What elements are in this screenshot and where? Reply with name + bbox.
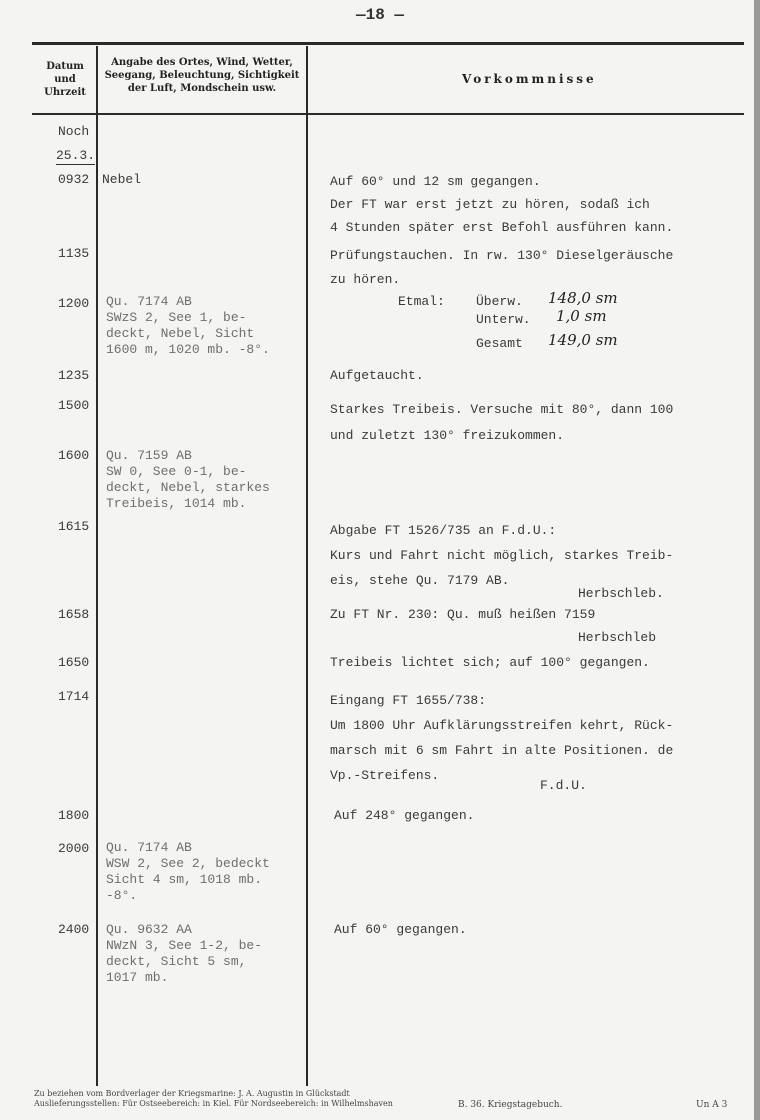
event-entry: Treibeis lichtet sich; auf 100° gegangen. (330, 655, 650, 670)
event-signature: Herbschleb. (578, 586, 664, 601)
time-entry: 2000 (58, 841, 90, 856)
event-entry: Auf 60° und 12 sm gegangen. Der FT war erst jetzt zu hören, sodaß ich 4 Stunden später erst Befohl ausführen kann. (330, 174, 674, 235)
header-top-rule (32, 42, 744, 45)
footer-code: Un A 3 (696, 1100, 728, 1110)
event-entry: Aufgetaucht. (330, 368, 424, 383)
time-entry: 1650 (58, 655, 90, 670)
etmal-value-unterw: 1,0 sm (556, 307, 607, 325)
time-entry: 1135 (58, 246, 90, 261)
event-entry: Prüfungstauchen. In rw. 130° Dieselgeräusche zu hören. (330, 248, 674, 287)
column-rule-1 (96, 46, 98, 1086)
time-entry: 1714 (58, 689, 90, 704)
footer-publisher: Zu beziehen vom Bordverlager der Kriegsmarine: J. A. Augustin in Glückstadt Auslieferungsstellen: Für Ostseebereich: in Kiel. Für Nordseebereich: in Wilhelmshaven (34, 1089, 393, 1108)
time-entry: 1615 (58, 519, 90, 534)
etmal-value-gesamt: 149,0 sm (548, 331, 618, 349)
time-entry: 1200 (58, 296, 90, 311)
time-entry: 2400 (58, 922, 90, 937)
event-entry: Auf 60° gegangen. (334, 922, 467, 937)
condition-entry: Qu. 9632 AA NWzN 3, See 1-2, be- deckt, Sicht 5 sm, 1017 mb. (106, 922, 263, 985)
date-day: 25.3. (56, 148, 96, 163)
page-number: —18 — (355, 6, 404, 24)
etmal-label-ueberw: Überw. (476, 294, 523, 309)
header-datum: Datum und Uhrzeit (44, 61, 86, 98)
header-ort: Angabe des Ortes, Wind, Wetter, Seegang, Beleuchtung, Sichtigkeit der Luft, Mondschein usw. (104, 57, 300, 94)
condition-entry: Qu. 7159 AB SW 0, See 0-1, be- deckt, Nebel, starkes Treibeis, 1014 mb. (106, 448, 270, 511)
time-entry: 1500 (58, 398, 90, 413)
time-entry: 1800 (58, 808, 90, 823)
event-signature: F.d.U. (540, 778, 587, 793)
header-vorkommnisse: Vorkommnisse (462, 72, 597, 86)
header-bottom-rule (32, 113, 744, 115)
event-entry: Auf 248° gegangen. (334, 808, 475, 823)
page-edge (754, 0, 760, 1120)
date-noch: Noch (58, 124, 90, 139)
event-entry: Eingang FT 1655/738: Um 1800 Uhr Aufklärungsstreifen kehrt, Rück- marsch mit 6 sm Fahrt in alte Positionen. de Vp.-Streifens. (330, 693, 674, 783)
etmal-value-ueberw: 148,0 sm (548, 289, 618, 307)
time-entry: 0932 (58, 172, 90, 187)
event-signature: Herbschleb (578, 630, 657, 645)
event-entry: Zu FT Nr. 230: Qu. muß heißen 7159 (330, 607, 596, 622)
etmal-label: Etmal: (398, 294, 445, 309)
time-entry: 1600 (58, 448, 90, 463)
condition-entry: Nebel (102, 172, 142, 187)
etmal-label-unterw: Unterw. (476, 312, 531, 327)
event-entry: Starkes Treibeis. Versuche mit 80°, dann 100 und zuletzt 130° freizukommen. (330, 402, 674, 443)
event-entry: Abgabe FT 1526/735 an F.d.U.: Kurs und Fahrt nicht möglich, starkes Treib- eis, stehe Qu. 7179 AB. (330, 523, 674, 588)
etmal-label-gesamt: Gesamt (476, 336, 523, 351)
column-rule-2 (306, 46, 308, 1086)
condition-entry: Qu. 7174 AB WSW 2, See 2, bedeckt Sicht 4 sm, 1018 mb. -8°. (106, 840, 270, 903)
condition-entry: Qu. 7174 AB SWzS 2, See 1, be- deckt, Nebel, Sicht 1600 m, 1020 mb. -8°. (106, 294, 270, 357)
time-entry: 1658 (58, 607, 90, 622)
time-entry: 1235 (58, 368, 90, 383)
footer-form: B. 36. Kriegstagebuch. (458, 1100, 563, 1110)
